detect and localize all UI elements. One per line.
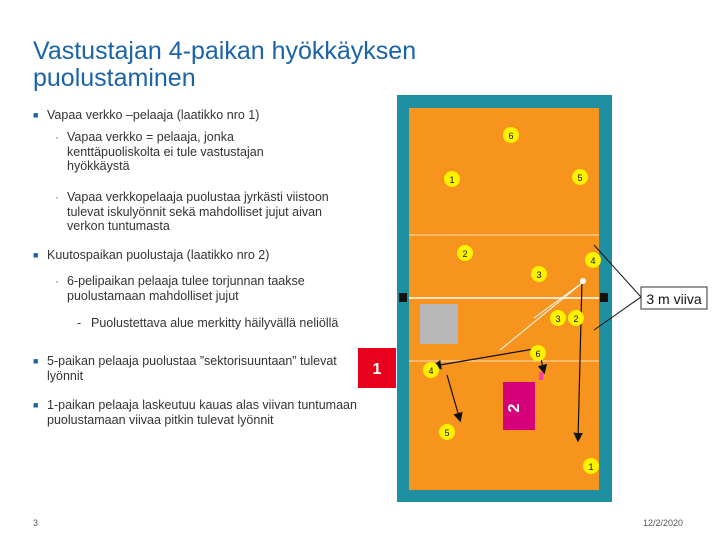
player-number: 5 bbox=[444, 428, 450, 438]
player-number: 3 bbox=[536, 270, 542, 280]
player-number: 1 bbox=[449, 175, 455, 185]
page-title: Vastustajan 4-paikan hyökkäyksen puolustaminen bbox=[33, 37, 417, 92]
bullet-text: Vapaa verkkopelaaja puolustaa jyrkästi viistoon tulevat iskulyönnit sekä mahdolliset jujut aivan verkon tuntumasta bbox=[67, 190, 329, 233]
player-number: 2 bbox=[573, 314, 579, 324]
bullet-text: 6-pelipaikan pelaaja tulee torjunnan taakse puolustamaan mahdolliset jujut bbox=[67, 274, 305, 303]
bullet-text: 1-paikan pelaaja laskeutuu kauas alas viivan tuntumaan puolustamaan viivaa pitkin tulevat lyönnit bbox=[47, 398, 357, 427]
defense-area-shade bbox=[420, 304, 458, 344]
player-number: 5 bbox=[577, 173, 583, 183]
bullet-text: Kuutospaikan puolustaja (laatikko nro 2) bbox=[47, 248, 270, 262]
player-number: 6 bbox=[535, 349, 541, 359]
dot-bullet-icon: · bbox=[55, 190, 59, 204]
three-meter-label: 3 m viiva bbox=[646, 291, 702, 307]
page-number: 3 bbox=[33, 518, 39, 528]
bullet-text: Puolustettava alue merkitty häilyvällä neliöllä bbox=[91, 316, 339, 330]
ball-icon bbox=[580, 278, 586, 284]
net-post-right bbox=[600, 293, 608, 302]
square-bullet-icon: ■ bbox=[33, 400, 39, 410]
box-one-label: 1 bbox=[372, 361, 382, 378]
player-number: 3 bbox=[555, 314, 561, 324]
bullet-text: Vapaa verkko –pelaaja (laatikko nro 1) bbox=[47, 108, 260, 122]
bullet-text: Vapaa verkko = pelaaja, jonka kenttäpuoliskolta ei tule vastustajan hyökkäystä bbox=[67, 130, 264, 173]
square-bullet-icon: ■ bbox=[33, 356, 39, 366]
bullet-text: 5-paikan pelaaja puolustaa ”sektorisuuntaan” tulevat lyönnit bbox=[47, 354, 337, 383]
square-bullet-icon: ■ bbox=[33, 110, 39, 120]
player-number: 4 bbox=[428, 366, 434, 376]
player-number: 2 bbox=[462, 249, 468, 259]
player-number: 6 bbox=[508, 131, 514, 141]
square-bullet-icon: ■ bbox=[33, 250, 39, 260]
dot-bullet-icon: · bbox=[55, 130, 59, 144]
box-two-marker bbox=[539, 372, 543, 380]
court-surface bbox=[409, 108, 599, 490]
box-two-label: 2 bbox=[506, 403, 523, 413]
slide-date: 12/2/2020 bbox=[643, 518, 684, 528]
dot-bullet-icon: · bbox=[55, 274, 59, 288]
dash-bullet-icon: - bbox=[77, 316, 82, 330]
player-number: 4 bbox=[590, 256, 596, 266]
net-post-left bbox=[399, 293, 407, 302]
player-number: 1 bbox=[588, 462, 594, 472]
